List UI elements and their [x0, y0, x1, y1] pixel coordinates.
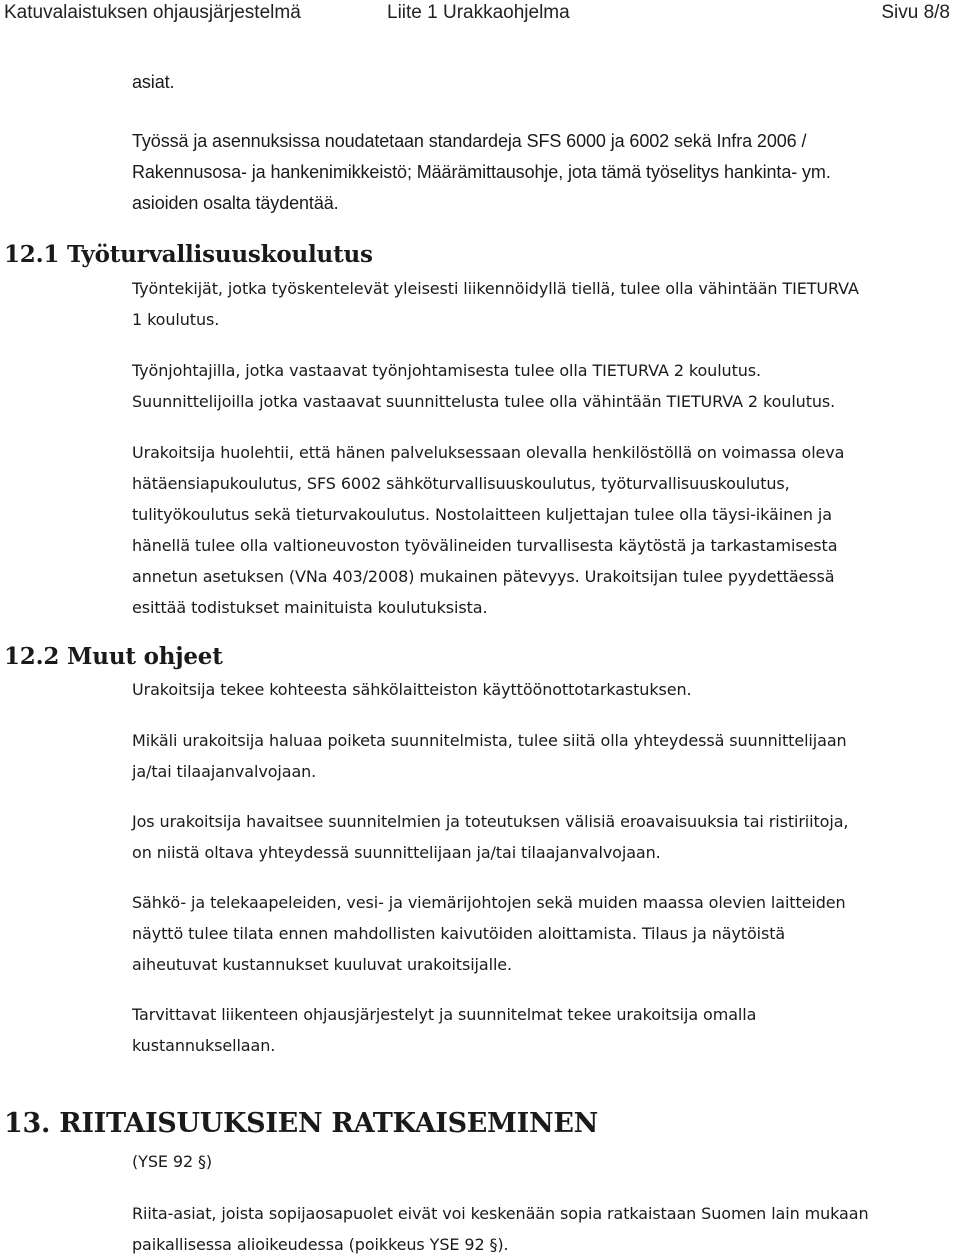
- section-heading-12-1: [4, 241, 373, 268]
- section-title: Työturvallisuuskoulutus: [67, 241, 373, 268]
- text-line: asioiden osalta täydentää.: [132, 193, 339, 213]
- section-heading-12-2: [4, 643, 223, 670]
- paragraph: [132, 806, 952, 868]
- text-line: ja/tai tilaajanvalvojaan.: [132, 762, 317, 781]
- text-line: Mikäli urakoitsija haluaa poiketa suunnitelmista, tulee siitä olla yhteydessä suunnittelijaan: [132, 731, 847, 750]
- page-number: Sivu 8/8: [881, 2, 950, 23]
- text-line: Urakoitsija tekee kohteesta sähkölaitteiston käyttöönottotarkastuksen.: [132, 680, 692, 699]
- text-line: on niistä oltava yhteydessä suunnittelijaan ja/tai tilaajanvalvojaan.: [132, 843, 661, 862]
- paragraph: [132, 887, 952, 980]
- text-line: annetun asetuksen (VNa 403/2008) mukainen pätevyys. Urakoitsijan tulee pyydettäessä: [132, 567, 835, 586]
- text-line: 1 koulutus.: [132, 310, 220, 329]
- intro-paragraph: [132, 126, 952, 219]
- text-line: Riita-asiat, joista sopijaosapuolet eivät voi keskenään sopia ratkaistaan Suomen lain mukaan: [132, 1204, 869, 1223]
- intro-fragment: [132, 67, 952, 98]
- text-line: paikallisessa alioikeudessa (poikkeus YSE 92 §).: [132, 1235, 509, 1254]
- text-line: esittää todistukset mainituista koulutuksista.: [132, 598, 488, 617]
- text-line: (YSE 92 §): [132, 1152, 213, 1171]
- paragraph: [132, 725, 952, 787]
- text-line: Työntekijät, jotka työskentelevät yleisesti liikennöidyllä tiellä, tulee olla vähintään TIETURVA: [132, 279, 859, 298]
- paragraph: [132, 1198, 952, 1260]
- section-number: 12.1: [4, 241, 60, 268]
- text-line: kustannuksellaan.: [132, 1036, 276, 1055]
- section-heading-13: [4, 1108, 598, 1139]
- paragraph: [132, 355, 952, 417]
- text-line: Jos urakoitsija havaitsee suunnitelmien ja toteutuksen välisiä eroavaisuuksia tai ristiriitoja,: [132, 812, 849, 831]
- text-line: Urakoitsija huolehtii, että hänen palveluksessaan olevalla henkilöstöllä on voimassa oleva: [132, 443, 845, 462]
- text-line: Työssä ja asennuksissa noudatetaan standardeja SFS 6000 ja 6002 sekä Infra 2006 /: [132, 131, 807, 151]
- text-line: Suunnittelijoilla jotka vastaavat suunnittelusta tulee olla vähintään TIETURVA 2 koulutus.: [132, 392, 836, 411]
- text-line: Rakennusosa- ja hankenimikkeistö; Määrämittausohje, jota tämä työselitys hankinta- ym.: [132, 162, 831, 182]
- section-number: 12.2: [4, 643, 60, 670]
- text-line: tulityökoulutus sekä tieturvakoulutus. Nostolaitteen kuljettajan tulee olla täysi-ikäinen ja: [132, 505, 832, 524]
- text-line: Tarvittavat liikenteen ohjausjärjestelyt ja suunnitelmat tekee urakoitsija omalla: [132, 1005, 757, 1024]
- paragraph: [132, 273, 952, 335]
- section-title: Muut ohjeet: [67, 643, 223, 670]
- paragraph: [132, 437, 952, 623]
- text-line: hätäensiapukoulutus, SFS 6002 sähköturvallisuuskoulutus, työturvallisuuskoulutus,: [132, 474, 790, 493]
- text-line: Työnjohtajilla, jotka vastaavat työnjohtamisesta tulee olla TIETURVA 2 koulutus.: [132, 361, 762, 380]
- text-line: näyttö tulee tilata ennen mahdollisten kaivutöiden aloittamista. Tilaus ja näytöistä: [132, 924, 786, 943]
- section-title: RIITAISUUKSIEN RATKAISEMINEN: [59, 1108, 599, 1139]
- text-line: asiat.: [132, 72, 175, 92]
- text-line: Sähkö- ja telekaapeleiden, vesi- ja viemärijohtojen sekä muiden maassa olevien laitteiden: [132, 893, 846, 912]
- paragraph: [132, 999, 952, 1061]
- attachment-label: Liite 1 Urakkaohjelma: [387, 2, 570, 23]
- text-line: aiheutuvat kustannukset kuuluvat urakoitsijalle.: [132, 955, 513, 974]
- text-line: hänellä tulee olla valtioneuvoston työvälineiden turvallisesta käytöstä ja tarkastamisesta: [132, 536, 838, 555]
- document-title: Katuvalaistuksen ohjausjärjestelmä: [4, 2, 301, 23]
- page-header: [4, 2, 950, 28]
- paragraph: [132, 674, 952, 705]
- section-number: 13.: [4, 1108, 51, 1139]
- section-reference: [132, 1146, 952, 1177]
